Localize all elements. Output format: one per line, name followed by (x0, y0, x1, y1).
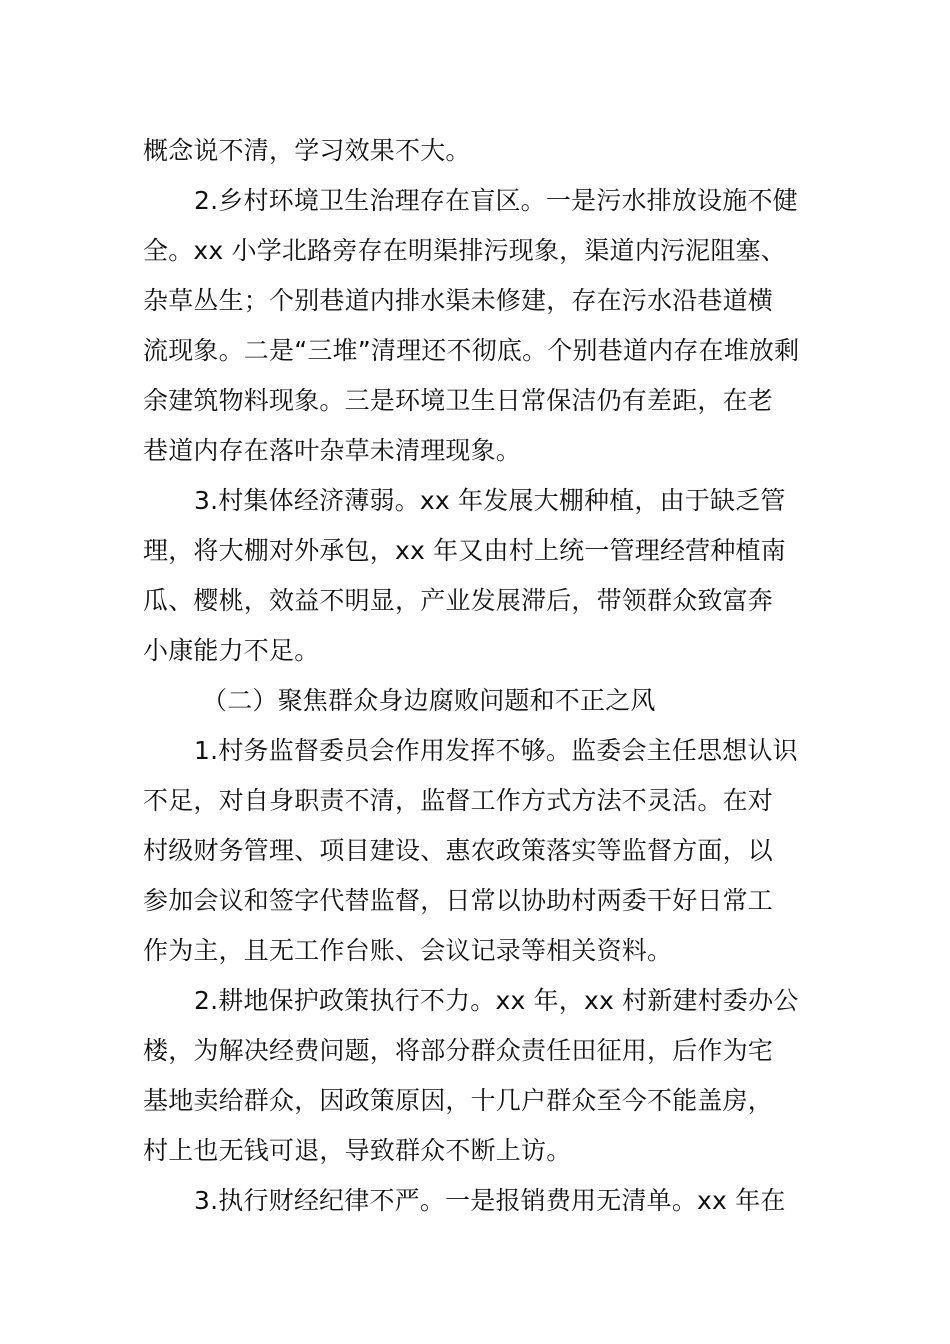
text-line: 余建筑物料现象。三是环境卫生日常保洁仍有差距，在老 (143, 386, 774, 415)
text-line: 2.耕地保护政策执行不力。xx 年，xx 村新建村委办公 (194, 986, 799, 1015)
text-line: 村级财务管理、项目建设、惠农政策落实等监督方面，以 (143, 836, 774, 865)
text-line: 基地卖给群众，因政策原因，十几户群众至今不能盖房， (143, 1086, 774, 1115)
body-text (143, 126, 808, 1226)
text-line: 3.执行财经纪律不严。一是报销费用无清单。xx 年在 (194, 1186, 786, 1215)
text-line: 楼，为解决经费问题，将部分群众责任田征用，后作为宅 (143, 1036, 774, 1065)
text-line: 瓜、樱桃，效益不明显，产业发展滞后，带领群众致富奔 (143, 586, 774, 615)
text-line: 作为主，且无工作台账、会议记录等相关资料。 (143, 936, 673, 965)
text-line: 不足，对自身职责不清，监督工作方式方法不灵活。在对 (143, 786, 774, 815)
text-line: 3.村集体经济薄弱。xx 年发展大棚种植，由于缺乏管 (194, 486, 786, 515)
text-line: 全。xx 小学北路旁存在明渠排污现象，渠道内污泥阻塞、 (143, 236, 786, 265)
text-line: 小康能力不足。 (143, 636, 320, 665)
text-line: 巷道内存在落叶杂草未清理现象。 (143, 436, 522, 465)
text-line: 参加会议和签字代替监督，日常以协助村两委干好日常工 (143, 886, 774, 915)
text-line: 理，将大棚对外承包，xx 年又由村上统一管理经营种植南 (143, 536, 786, 565)
text-line: 1.村务监督委员会作用发挥不够。监委会主任思想认识 (194, 736, 798, 765)
section-heading: （二）聚焦群众身边腐败问题和不正之风 (202, 686, 656, 715)
text-line: 杂草丛生；个别巷道内排水渠未修建，存在污水沿巷道横 (143, 286, 774, 315)
text-line: 2.乡村环境卫生治理存在盲区。一是污水排放设施不健 (194, 186, 798, 215)
text-line: 概念说不清，学习效果不大。 (143, 136, 471, 165)
text-line: 村上也无钱可退，导致群众不断上访。 (143, 1136, 572, 1165)
text-line: 流现象。二是“三堆”清理还不彻底。个别巷道内存在堆放剩 (143, 336, 800, 365)
